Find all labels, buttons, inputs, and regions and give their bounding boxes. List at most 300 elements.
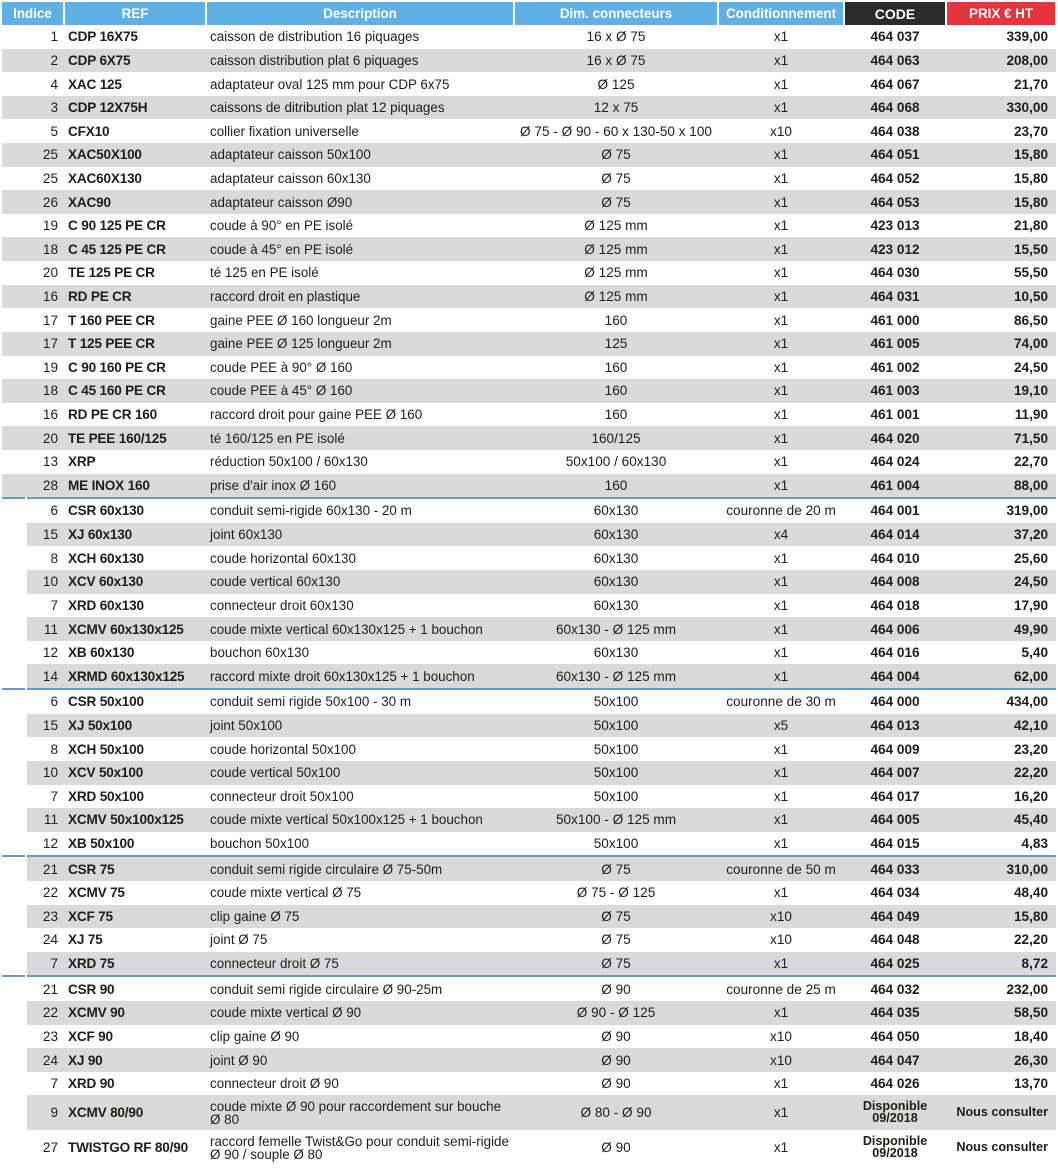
group-label-cell [2,976,26,1165]
row-dim-connecteurs: Ø 75 - Ø 125 [514,881,718,905]
row-price: 22,70 [946,450,1056,474]
row-conditionnement: x1 [718,1001,844,1025]
row-description: adaptateur caisson 60x130 [206,167,514,191]
row-price: 15,80 [946,190,1056,214]
row-description: coude vertical 50x100 [206,761,514,785]
row-code: 464 024 [844,450,946,474]
group-label-cell [2,856,26,976]
row-description: connecteur droit Ø 90 [206,1072,514,1096]
row-price: 24,50 [946,356,1056,380]
row-price: 74,00 [946,332,1056,356]
row-conditionnement: x1 [718,546,844,570]
row-code: 464 009 [844,737,946,761]
row-dim-connecteurs: Ø 90 [514,1072,718,1096]
row-indice: 7 [26,1072,64,1096]
row-indice: 19 [2,356,64,380]
row-conditionnement: x1 [718,308,844,332]
table-row [2,1095,1056,1130]
row-description: joint Ø 90 [206,1048,514,1072]
row-dim-connecteurs: Ø 90 [514,1130,718,1165]
row-price: 25,60 [946,546,1056,570]
table-row [2,49,1056,73]
row-description: coude PEE à 90° Ø 160 [206,356,514,380]
row-code: 464 026 [844,1072,946,1096]
group-label-cell [2,498,26,689]
row-ref: C 90 160 PE CR [64,356,206,380]
row-dim-connecteurs: Ø 125 mm [514,261,718,285]
row-dim-connecteurs: 160 [514,403,718,427]
row-ref: XCV 50x100 [64,761,206,785]
row-description: coude PEE à 45° Ø 160 [206,379,514,403]
row-price: 48,40 [946,881,1056,905]
row-price: 45,40 [946,808,1056,832]
row-price: 18,40 [946,1025,1056,1049]
row-dim-connecteurs: Ø 75 [514,905,718,929]
header-dim-connecteurs: Dim. connecteurs [514,2,718,25]
row-dim-connecteurs: Ø 90 [514,1048,718,1072]
row-price: 55,50 [946,261,1056,285]
row-price: 319,00 [946,498,1056,523]
row-description: té 160/125 en PE isolé [206,426,514,450]
row-code: 464 067 [844,72,946,96]
row-indice: 21 [26,856,64,881]
row-indice: 23 [26,905,64,929]
row-description: coude horizontal 60x130 [206,546,514,570]
row-indice: 17 [2,308,64,332]
table-row [2,119,1056,143]
row-indice: 17 [2,332,64,356]
row-price: 23,20 [946,737,1056,761]
row-ref: XRD 75 [64,952,206,977]
row-dim-connecteurs: Ø 75 - Ø 90 - 60 x 130-50 x 100 [514,119,718,143]
row-indice: 21 [26,976,64,1001]
row-indice: 26 [2,190,64,214]
row-description: conduit semi rigide 50x100 - 30 m [206,689,514,714]
row-indice: 5 [2,119,64,143]
row-dim-connecteurs: 60x130 - Ø 125 mm [514,664,718,689]
row-description: coude mixte Ø 90 pour raccordement sur bouche Ø 80 [206,1095,514,1130]
header-prix: PRIX € HT [946,2,1056,25]
row-indice: 6 [26,689,64,714]
row-price: 15,50 [946,237,1056,261]
row-price: 19,10 [946,379,1056,403]
row-conditionnement: x1 [718,450,844,474]
table-row [2,714,1056,738]
row-dim-connecteurs: 12 x 75 [514,96,718,120]
row-ref: RD PE CR [64,285,206,309]
row-indice: 18 [2,237,64,261]
row-description: adaptateur caisson 50x100 [206,143,514,167]
row-ref: XB 60x130 [64,641,206,665]
row-conditionnement: x1 [718,403,844,427]
row-ref: XJ 75 [64,928,206,952]
header-code: CODE [844,2,946,25]
table-row [2,856,1056,881]
row-price: 22,20 [946,761,1056,785]
row-conditionnement: x1 [718,617,844,641]
table-row [2,237,1056,261]
row-indice: 8 [26,546,64,570]
row-code: 464 068 [844,96,946,120]
table-row [2,952,1056,977]
row-ref: TE PEE 160/125 [64,426,206,450]
row-price: 11,90 [946,403,1056,427]
row-indice: 22 [26,1001,64,1025]
row-ref: XCMV 50x100x125 [64,808,206,832]
table-row [2,1025,1056,1049]
row-conditionnement: x1 [718,1072,844,1096]
row-dim-connecteurs: 60x130 - Ø 125 mm [514,617,718,641]
row-price: 339,00 [946,25,1056,49]
table-row [2,689,1056,714]
row-ref: TE 125 PE CR [64,261,206,285]
row-description: coude mixte vertical 60x130x125 + 1 bouchon [206,617,514,641]
row-ref: CSR 60x130 [64,498,206,523]
row-description: joint Ø 75 [206,928,514,952]
row-dim-connecteurs: Ø 125 mm [514,285,718,309]
row-description: connecteur droit Ø 75 [206,952,514,977]
row-code: 461 001 [844,403,946,427]
row-conditionnement: x5 [718,714,844,738]
row-description: conduit semi rigide circulaire Ø 75-50m [206,856,514,881]
row-code: 464 017 [844,785,946,809]
row-price: 15,80 [946,905,1056,929]
row-ref: TWISTGO RF 80/90 [64,1130,206,1165]
row-code: 464 005 [844,808,946,832]
row-indice: 7 [26,952,64,977]
row-description: té 125 en PE isolé [206,261,514,285]
row-indice: 1 [2,25,64,49]
row-dim-connecteurs: Ø 75 [514,143,718,167]
table-row [2,641,1056,665]
table-row [2,308,1056,332]
row-conditionnement: couronne de 50 m [718,856,844,881]
row-conditionnement: x1 [718,285,844,309]
table-row [2,1072,1056,1096]
row-code: 464 004 [844,664,946,689]
row-description: caissons de ditribution plat 12 piquages [206,96,514,120]
row-code: 464 053 [844,190,946,214]
row-code: 464 038 [844,119,946,143]
table-row [2,1048,1056,1072]
row-price: 49,90 [946,617,1056,641]
row-conditionnement: x1 [718,785,844,809]
row-ref: XAC50X100 [64,143,206,167]
row-dim-connecteurs: Ø 75 [514,928,718,952]
row-ref: CDP 6X75 [64,49,206,73]
row-conditionnement: couronne de 25 m [718,976,844,1001]
row-description: connecteur droit 50x100 [206,785,514,809]
row-code: 464 006 [844,617,946,641]
row-price: 42,10 [946,714,1056,738]
row-conditionnement: x4 [718,523,844,547]
row-dim-connecteurs: 50x100 [514,785,718,809]
row-code: 464 020 [844,426,946,450]
row-indice: 27 [26,1130,64,1165]
row-ref: XCMV 75 [64,881,206,905]
row-indice: 15 [26,523,64,547]
row-indice: 9 [26,1095,64,1130]
row-price: 23,70 [946,119,1056,143]
row-indice: 3 [2,96,64,120]
table-row [2,379,1056,403]
row-dim-connecteurs: 50x100 - Ø 125 mm [514,808,718,832]
table-row [2,664,1056,689]
row-indice: 10 [26,570,64,594]
row-description: réduction 50x100 / 60x130 [206,450,514,474]
row-code: Disponible 09/2018 [844,1095,946,1130]
table-body [2,25,1056,1165]
row-dim-connecteurs: Ø 125 mm [514,214,718,238]
row-description: joint 60x130 [206,523,514,547]
row-ref: XJ 60x130 [64,523,206,547]
row-code: 464 014 [844,523,946,547]
row-ref: C 90 125 PE CR [64,214,206,238]
row-conditionnement: x1 [718,1130,844,1165]
row-dim-connecteurs: 60x130 [514,594,718,618]
row-conditionnement: x1 [718,570,844,594]
row-dim-connecteurs: 60x130 [514,498,718,523]
header-conditionnement: Conditionnement [718,2,844,25]
row-price: 37,20 [946,523,1056,547]
header-description: Description [206,2,514,25]
row-dim-connecteurs: 160 [514,474,718,499]
row-code: 461 002 [844,356,946,380]
row-dim-connecteurs: 160 [514,379,718,403]
table-row [2,761,1056,785]
row-dim-connecteurs: 16 x Ø 75 [514,25,718,49]
row-price: 17,90 [946,594,1056,618]
row-dim-connecteurs: Ø 75 [514,190,718,214]
row-description: raccord mixte droit 60x130x125 + 1 bouchon [206,664,514,689]
row-ref: XRD 50x100 [64,785,206,809]
row-price: 13,70 [946,1072,1056,1096]
row-ref: XCF 75 [64,905,206,929]
table-row [2,881,1056,905]
table-row [2,928,1056,952]
row-dim-connecteurs: Ø 90 [514,1025,718,1049]
row-description: coude à 90° en PE isolé [206,214,514,238]
row-price: 15,80 [946,143,1056,167]
table-row [2,905,1056,929]
row-description: caisson distribution plat 6 piquages [206,49,514,73]
row-conditionnement: x1 [718,96,844,120]
row-indice: 6 [26,498,64,523]
row-indice: 11 [26,617,64,641]
table-row [2,426,1056,450]
row-ref: XAC60X130 [64,167,206,191]
row-code: 464 049 [844,905,946,929]
row-code: 464 063 [844,49,946,73]
row-dim-connecteurs: 160 [514,308,718,332]
row-code: 464 031 [844,285,946,309]
row-description: collier fixation universelle [206,119,514,143]
table-row [2,546,1056,570]
row-price: 62,00 [946,664,1056,689]
row-description: coude horizontal 50x100 [206,737,514,761]
row-description: coude mixte vertical Ø 75 [206,881,514,905]
row-conditionnement: x1 [718,832,844,857]
row-price: 86,50 [946,308,1056,332]
row-ref: CSR 50x100 [64,689,206,714]
table-row [2,190,1056,214]
row-code: 464 015 [844,832,946,857]
table-row [2,403,1056,427]
row-description: bouchon 50x100 [206,832,514,857]
row-description: conduit semi-rigide 60x130 - 20 m [206,498,514,523]
row-dim-connecteurs: 50x100 [514,761,718,785]
row-conditionnement: x10 [718,905,844,929]
row-ref: RD PE CR 160 [64,403,206,427]
row-ref: XAC 125 [64,72,206,96]
row-ref: XCV 60x130 [64,570,206,594]
row-indice: 2 [2,49,64,73]
table-row [2,976,1056,1001]
table-row [2,214,1056,238]
row-price: 15,80 [946,167,1056,191]
row-indice: 22 [26,881,64,905]
row-dim-connecteurs: 50x100 [514,714,718,738]
row-ref: XRD 90 [64,1072,206,1096]
row-price: 5,40 [946,641,1056,665]
row-indice: 25 [2,143,64,167]
table-row [2,285,1056,309]
table-row [2,832,1056,857]
row-dim-connecteurs: Ø 125 mm [514,237,718,261]
table-row [2,737,1056,761]
row-ref: XRMD 60x130x125 [64,664,206,689]
table-row [2,72,1056,96]
row-code: 464 033 [844,856,946,881]
row-price: 58,50 [946,1001,1056,1025]
row-description: raccord droit en plastique [206,285,514,309]
row-code: 461 004 [844,474,946,499]
table-row [2,498,1056,523]
row-price: 22,20 [946,928,1056,952]
row-dim-connecteurs: 16 x Ø 75 [514,49,718,73]
row-indice: 18 [2,379,64,403]
row-ref: ME INOX 160 [64,474,206,499]
table-row [2,332,1056,356]
row-conditionnement: x1 [718,761,844,785]
table-row [2,594,1056,618]
row-price: 24,50 [946,570,1056,594]
row-conditionnement: x10 [718,119,844,143]
table-row [2,143,1056,167]
row-price: 4,83 [946,832,1056,857]
row-indice: 8 [26,737,64,761]
table-row [2,617,1056,641]
table-row [2,1001,1056,1025]
row-code: 464 018 [844,594,946,618]
row-indice: 12 [26,832,64,857]
price-table [2,2,1057,1165]
row-conditionnement: x1 [718,664,844,689]
row-ref: XCH 60x130 [64,546,206,570]
row-dim-connecteurs: 60x130 [514,570,718,594]
row-conditionnement: x1 [718,214,844,238]
row-price: 8,72 [946,952,1056,977]
row-conditionnement: x10 [718,1025,844,1049]
row-indice: 16 [2,403,64,427]
row-code: 464 052 [844,167,946,191]
row-conditionnement: x1 [718,143,844,167]
row-conditionnement: couronne de 20 m [718,498,844,523]
row-price: 232,00 [946,976,1056,1001]
row-dim-connecteurs: 60x130 [514,546,718,570]
row-code: 464 047 [844,1048,946,1072]
row-code: 464 037 [844,25,946,49]
row-code: 464 000 [844,689,946,714]
row-conditionnement: x1 [718,808,844,832]
row-price: 16,20 [946,785,1056,809]
table-row [2,261,1056,285]
row-ref: XCMV 60x130x125 [64,617,206,641]
row-code: 464 048 [844,928,946,952]
table-row [2,1130,1056,1165]
row-ref: XJ 90 [64,1048,206,1072]
row-indice: 24 [26,1048,64,1072]
row-code: 464 032 [844,976,946,1001]
row-code: 464 051 [844,143,946,167]
row-conditionnement: x1 [718,190,844,214]
row-description: joint 50x100 [206,714,514,738]
row-indice: 15 [26,714,64,738]
row-ref: XB 50x100 [64,832,206,857]
row-ref: XCH 50x100 [64,737,206,761]
row-code: 461 000 [844,308,946,332]
table-row [2,523,1056,547]
row-ref: T 160 PEE CR [64,308,206,332]
row-indice: 25 [2,167,64,191]
row-description: coude vertical 60x130 [206,570,514,594]
row-code: 423 012 [844,237,946,261]
row-code: 464 034 [844,881,946,905]
row-dim-connecteurs: 50x100 [514,737,718,761]
row-conditionnement: x1 [718,72,844,96]
row-ref: C 45 125 PE CR [64,237,206,261]
row-dim-connecteurs: 50x100 [514,689,718,714]
row-price: 26,30 [946,1048,1056,1072]
row-ref: C 45 160 PE CR [64,379,206,403]
row-ref: CSR 75 [64,856,206,881]
row-code: 464 016 [844,641,946,665]
row-conditionnement: x1 [718,237,844,261]
row-description: raccord droit pour gaine PEE Ø 160 [206,403,514,427]
table-row [2,167,1056,191]
row-dim-connecteurs: 60x130 [514,523,718,547]
row-code: 464 050 [844,1025,946,1049]
row-ref: CDP 12X75H [64,96,206,120]
row-dim-connecteurs: 60x130 [514,641,718,665]
row-description: bouchon 60x130 [206,641,514,665]
row-description: clip gaine Ø 90 [206,1025,514,1049]
row-code: 464 025 [844,952,946,977]
row-dim-connecteurs: Ø 75 [514,952,718,977]
row-dim-connecteurs: 160 [514,356,718,380]
row-indice: 20 [2,261,64,285]
row-dim-connecteurs: Ø 80 - Ø 90 [514,1095,718,1130]
row-conditionnement: couronne de 30 m [718,689,844,714]
row-dim-connecteurs: 160/125 [514,426,718,450]
row-indice: 7 [26,785,64,809]
row-ref: XRP [64,450,206,474]
row-code: Disponible 09/2018 [844,1130,946,1165]
row-indice: 20 [2,426,64,450]
row-description: adaptateur oval 125 mm pour CDP 6x75 [206,72,514,96]
row-indice: 13 [2,450,64,474]
row-dim-connecteurs: Ø 75 [514,856,718,881]
